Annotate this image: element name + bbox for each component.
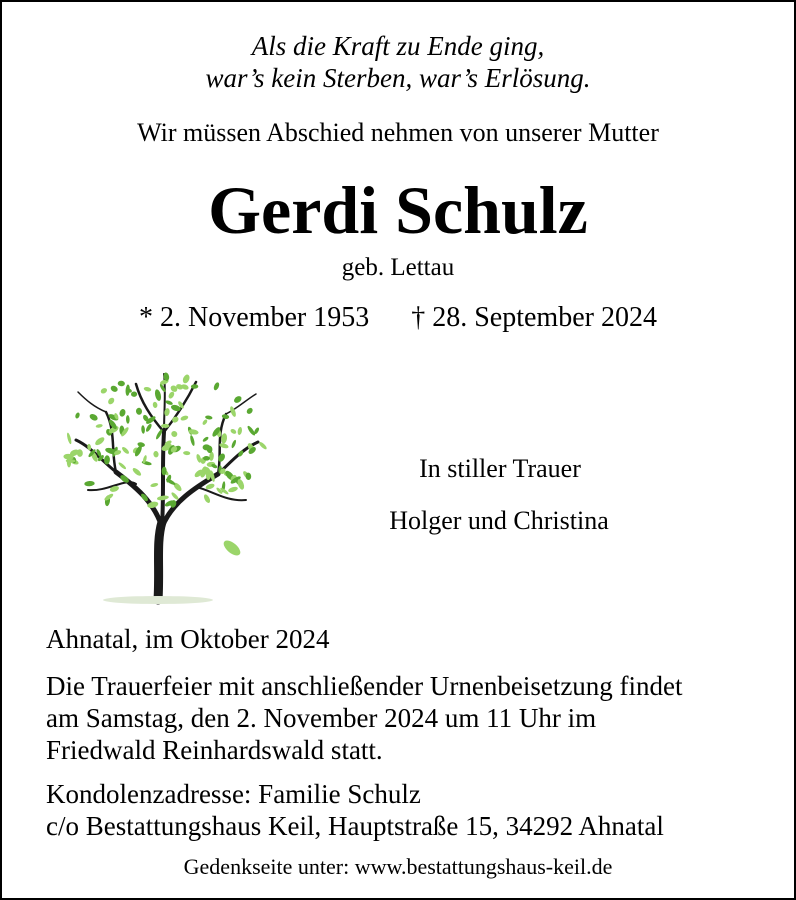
- death-date: † 28. September 2024: [411, 302, 657, 333]
- address-line-2: c/o Bestattungshaus Keil, Hauptstraße 15, 34292 Ahnatal: [46, 811, 664, 841]
- life-dates: [2, 302, 794, 334]
- mourners-heading: In stiller Trauer: [419, 454, 581, 483]
- ceremony-line-1: Die Trauerfeier mit anschließender Urnenbeisetzung findet: [46, 671, 683, 701]
- leaf: [95, 424, 103, 429]
- leaf: [228, 486, 239, 493]
- address-line-1: Kondolenzadresse: Familie Schulz: [46, 779, 421, 809]
- mourners-names: Holger und Christina: [389, 506, 609, 535]
- birth-date: * 2. November 1953: [139, 302, 370, 333]
- leaf: [230, 428, 237, 435]
- leaf: [107, 397, 116, 406]
- leaf: [153, 451, 159, 458]
- ceremony-info: [46, 670, 766, 766]
- leaf: [205, 415, 213, 420]
- leaf: [125, 384, 130, 396]
- leaf: [237, 427, 243, 436]
- maiden-name: geb. Lettau: [341, 254, 455, 281]
- leaf: [152, 401, 158, 408]
- leaf: [180, 415, 189, 422]
- leaf: [209, 452, 214, 461]
- leaf: [258, 441, 268, 450]
- leaf: [118, 461, 127, 470]
- leaf: [143, 386, 151, 392]
- leaf: [94, 436, 106, 447]
- leaf: [84, 481, 95, 487]
- place-date: Ahnatal, im Oktober 2024: [46, 624, 330, 654]
- poem: [2, 30, 794, 94]
- intro-text: Wir müssen Abschied nehmen von unserer Mutter: [137, 118, 659, 147]
- tree-icon: [46, 362, 286, 607]
- leaf: [203, 493, 212, 504]
- leaf: [154, 389, 162, 402]
- leaf: [233, 395, 243, 405]
- leaf: [131, 467, 142, 477]
- poem-line-2: war’s kein Sterben, war’s Erlösung.: [205, 63, 591, 93]
- leaf: [126, 415, 130, 424]
- memorial-page-link[interactable]: Gedenkseite unter: www.bestattungshaus-keil.de: [183, 854, 613, 879]
- leaf: [100, 387, 108, 395]
- leaf: [118, 381, 126, 387]
- leaf: [75, 412, 81, 419]
- leaf: [141, 425, 145, 434]
- leaf: [202, 419, 209, 426]
- leaf: [145, 423, 153, 433]
- leaf: [88, 413, 98, 422]
- condolence-address: [46, 778, 664, 842]
- leaf: [157, 495, 170, 501]
- leaf: [246, 407, 254, 415]
- leaf: [121, 446, 130, 455]
- leaf: [231, 439, 237, 448]
- leaf: [202, 436, 209, 443]
- falling-leaf: [221, 538, 243, 559]
- leaf: [183, 451, 191, 456]
- leaf: [221, 433, 228, 444]
- leaf: [182, 373, 191, 384]
- leaf: [161, 424, 169, 428]
- leaf: [170, 430, 178, 438]
- leaf: [213, 382, 221, 392]
- ceremony-line-2: am Samstag, den 2. November 2024 um 11 Uhr im: [46, 703, 597, 733]
- leaf: [165, 400, 174, 406]
- leaf: [131, 391, 137, 397]
- leaf: [170, 491, 179, 500]
- leaf: [110, 385, 119, 394]
- leaf: [150, 482, 159, 487]
- leaf: [189, 435, 195, 447]
- leaf: [167, 391, 175, 400]
- leaf: [135, 407, 142, 415]
- ceremony-line-3: Friedwald Reinhardswald statt.: [46, 735, 383, 765]
- leaf: [66, 432, 72, 444]
- deceased-name: Gerdi Schulz: [208, 172, 588, 248]
- poem-line-1: Als die Kraft zu Ende ging,: [251, 31, 545, 61]
- leaf: [119, 408, 127, 417]
